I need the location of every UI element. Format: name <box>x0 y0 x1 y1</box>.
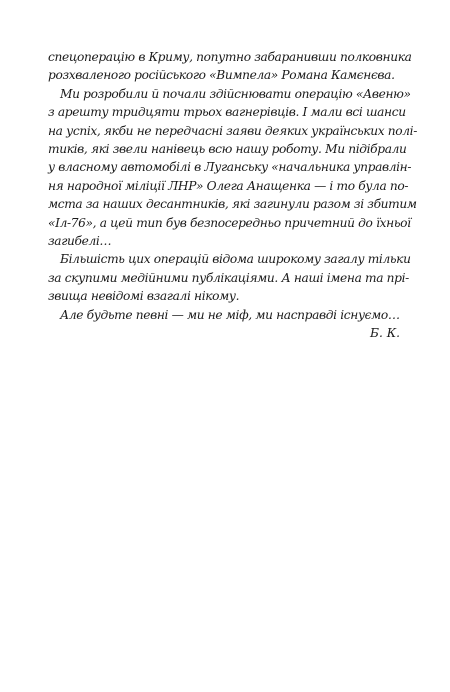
text-line: на успіх, якби не передчасні заяви деяких українських полі- <box>48 123 417 138</box>
text-line: тиків, які звели нанівець всю нашу роботу. Ми підібрали <box>48 142 407 157</box>
text-line: звища невідомі взагалі нікому. <box>48 289 240 304</box>
text-line: з арешту тридцяти трьох вагнерівців. І мали всі шанси <box>48 105 406 120</box>
text-line: «Іл-76», а цей тип був безпосередньо причетний до їхньої <box>48 215 411 230</box>
text-line: за скупими медійними публікаціями. А наші імена та прі- <box>48 270 409 285</box>
text-line: розхваленого російського «Вимпела» Романа Камєнєва. <box>48 68 395 83</box>
text-line: мста за наших десантників, які загинули разом зі збитим <box>48 197 417 212</box>
text-line: Але будьте певні — ми не міф, ми насправді існуємо… <box>60 307 400 322</box>
signature: Б. К. <box>369 326 400 341</box>
text-line: Більшість цих операцій відома широкому загалу тільки <box>60 252 411 267</box>
text-line: у власному автомобілі в Луганську «начальника управлін- <box>48 160 412 175</box>
body-text <box>48 48 417 343</box>
text-line: загибелі… <box>48 234 112 249</box>
text-line: спецоперацію в Криму, попутно забаранивши полковника <box>48 50 412 64</box>
text-line: Ми розробили й почали здійснювати операцію «Авеню» <box>60 86 411 101</box>
text-line: ня народної міліції ЛНР» Олега Анащенка — і то була по- <box>48 178 409 193</box>
